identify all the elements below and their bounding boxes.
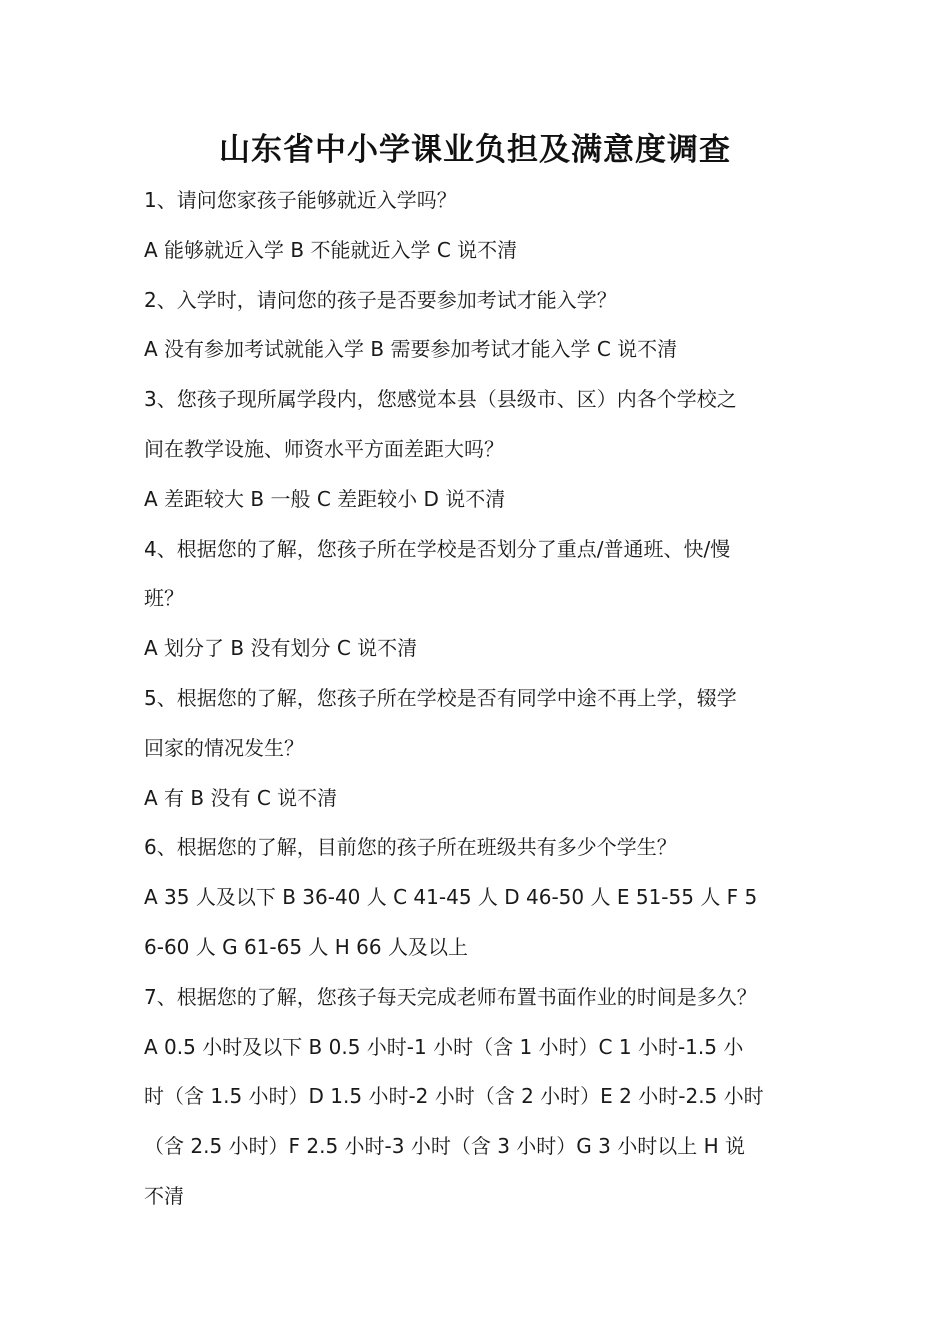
question-3-options: A 差距较大 B 一般 C 差距较小 D 说不清 xyxy=(144,486,506,511)
question-7-options: A 0.5 小时及以下 B 0.5 小时-1 小时（含 1 小时）C 1 小时-1.5 小 xyxy=(144,1034,744,1059)
question-2-options: A 没有参加考试就能入学 B 需要参加考试才能入学 C 说不清 xyxy=(144,337,678,362)
question-4-text: 4、根据您的了解，您孩子所在学校是否划分了重点/普通班、快/慢 xyxy=(144,536,731,561)
question-7-options-cont-1: 时（含 1.5 小时）D 1.5 小时-2 小时（含 2 小时）E 2 小时-2.5 小时 xyxy=(144,1084,764,1109)
question-7-options-cont-2: （含 2.5 小时）F 2.5 小时-3 小时（含 3 小时）G 3 小时以上 H 说 xyxy=(144,1134,745,1159)
question-6-text: 6、根据您的了解，目前您的孩子所在班级共有多少个学生？ xyxy=(144,835,677,860)
question-4-options: A 划分了 B 没有划分 C 说不清 xyxy=(144,636,418,661)
question-1-options: A 能够就近入学 B 不能就近入学 C 说不清 xyxy=(144,237,518,262)
question-3-text-cont: 间在教学设施、师资水平方面差距大吗？ xyxy=(144,436,504,461)
question-4-text-cont: 班？ xyxy=(144,586,184,611)
question-6-options: A 35 人及以下 B 36-40 人 C 41-45 人 D 46-50 人 E 51-55 人 F 5 xyxy=(144,885,758,910)
question-1-text: 1、请问您家孩子能够就近入学吗？ xyxy=(144,188,457,212)
survey-body xyxy=(144,176,834,1222)
question-3-text: 3、您孩子现所属学段内，您感觉本县（县级市、区）内各个学校之 xyxy=(144,387,737,412)
question-7-text: 7、根据您的了解，您孩子每天完成老师布置书面作业的时间是多久？ xyxy=(144,984,757,1009)
question-5-text-cont: 回家的情况发生？ xyxy=(144,735,304,760)
question-2-text: 2、入学时，请问您的孩子是否要参加考试才能入学？ xyxy=(144,287,617,312)
document-title: 山东省中小学课业负担及满意度调查 xyxy=(219,132,731,168)
question-5-options: A 有 B 没有 C 说不清 xyxy=(144,785,338,810)
question-6-options-cont: 6-60 人 G 61-65 人 H 66 人及以上 xyxy=(144,934,468,959)
question-5-text: 5、根据您的了解，您孩子所在学校是否有同学中途不再上学，辍学 xyxy=(144,685,737,710)
question-7-options-cont-3: 不清 xyxy=(144,1183,184,1208)
